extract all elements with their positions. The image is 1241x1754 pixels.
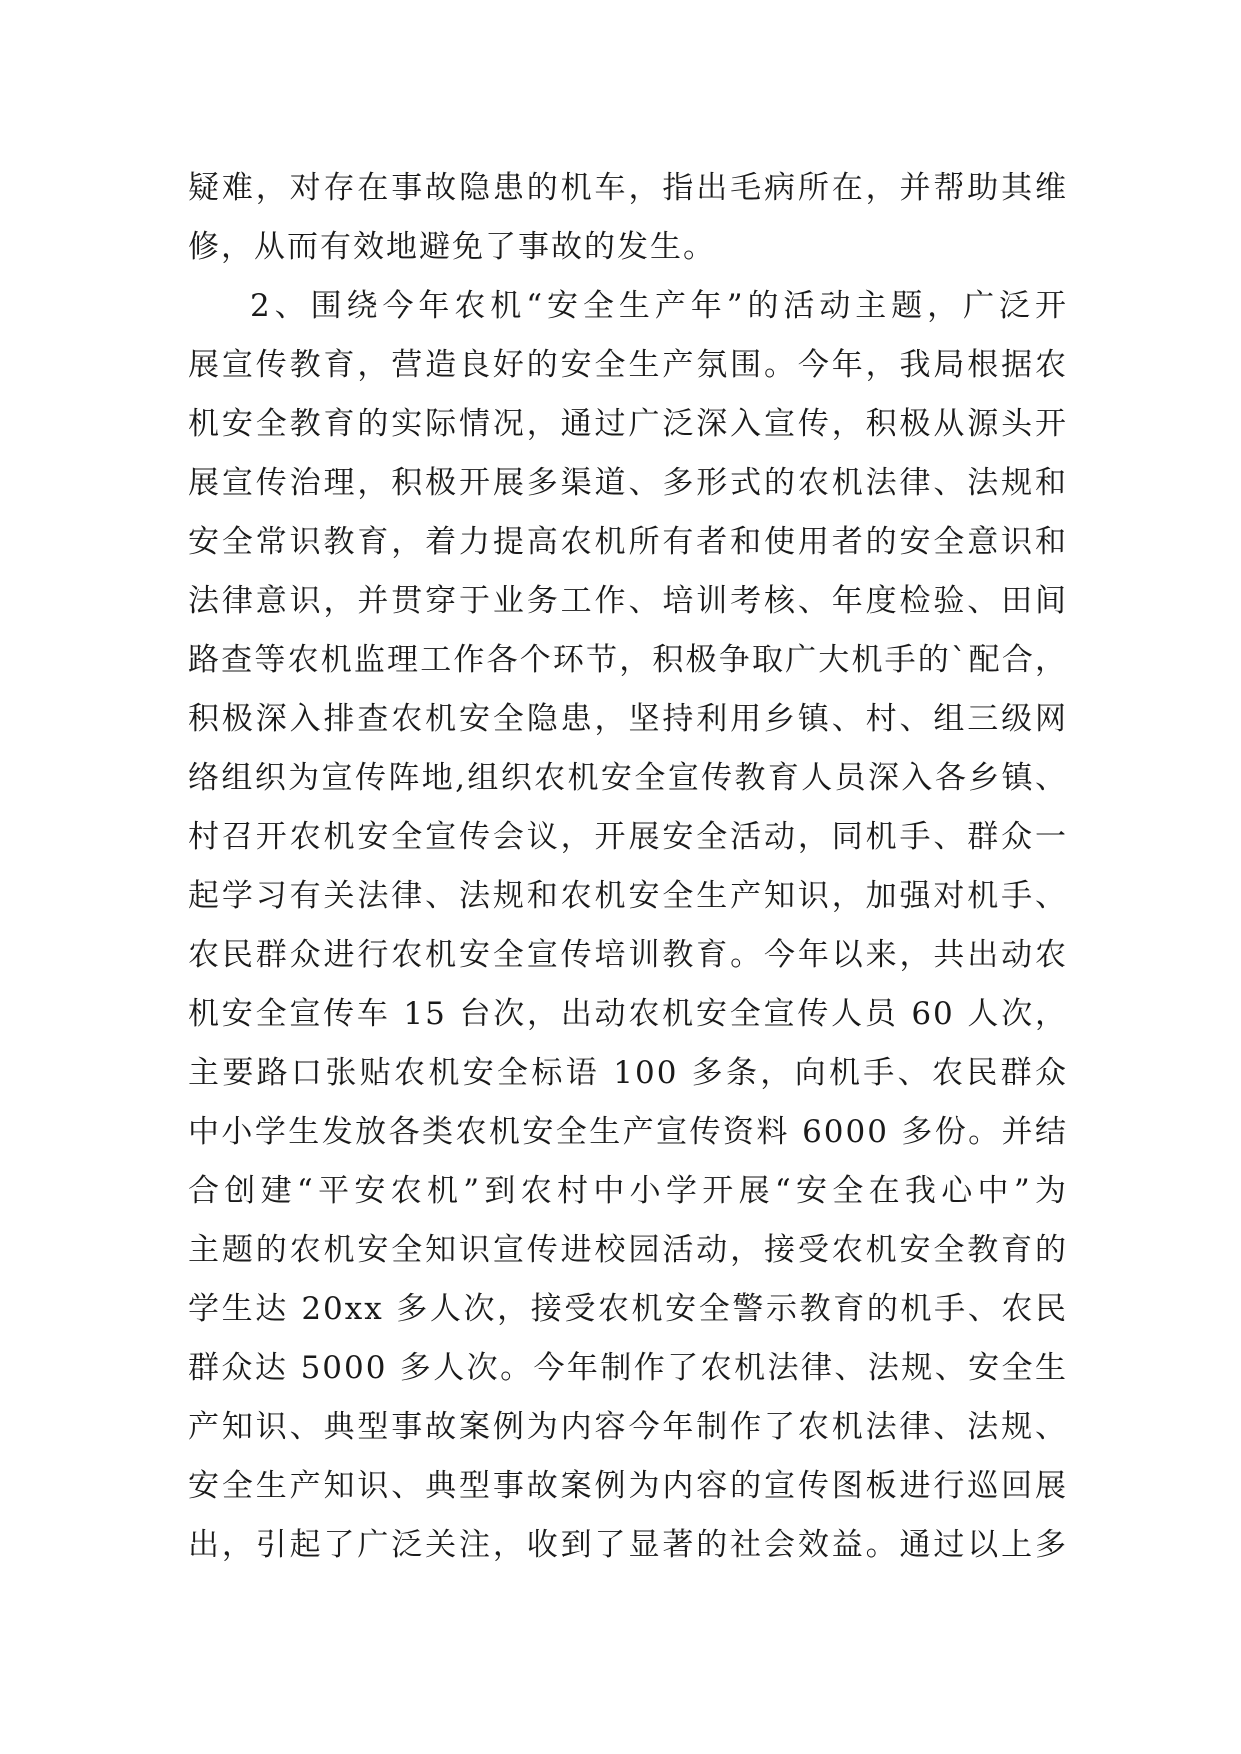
text-line: 合创建“平安农机”到农村中小学开展“安全在我心中”为: [188, 1173, 1068, 1209]
text-line: 学生达 20xx 多人次，接受农机安全警示教育的机手、农民: [188, 1291, 1068, 1327]
text-line: 主要路口张贴农机安全标语 100 多条，向机手、农民群众: [188, 1055, 1068, 1091]
text-line: 村召开农机安全宣传会议，开展安全活动，同机手、群众一: [188, 819, 1068, 855]
text-line: 修，从而有效地避免了事故的发生。: [188, 229, 716, 265]
text-line: 疑难，对存在事故隐患的机车，指出毛病所在，并帮助其维: [188, 170, 1068, 206]
text-line: 络组织为宣传阵地,组织农机安全宣传教育人员深入各乡镇、: [188, 760, 1068, 796]
text-line: 主题的农机安全知识宣传进校园活动，接受农机安全教育的: [188, 1232, 1068, 1268]
text-line: 路查等农机监理工作各个环节，积极争取广大机手的`配合，: [188, 642, 1068, 678]
text-line: 农民群众进行农机安全宣传培训教育。今年以来，共出动农: [188, 937, 1068, 973]
text-line: 展宣传治理，积极开展多渠道、多形式的农机法律、法规和: [188, 465, 1068, 501]
text-line: 产知识、典型事故案例为内容今年制作了农机法律、法规、: [188, 1409, 1068, 1445]
text-line: 积极深入排查农机安全隐患，坚持利用乡镇、村、组三级网: [188, 701, 1068, 737]
text-line: 群众达 5000 多人次。今年制作了农机法律、法规、安全生: [188, 1350, 1068, 1386]
text-line: 展宣传教育，营造良好的安全生产氛围。今年，我局根据农: [188, 347, 1068, 383]
text-line: 机安全教育的实际情况，通过广泛深入宣传，积极从源头开: [188, 406, 1068, 442]
text-line: 安全生产知识、典型事故案例为内容的宣传图板进行巡回展: [188, 1468, 1068, 1504]
text-line: 中小学生发放各类农机安全生产宣传资料 6000 多份。并结: [188, 1114, 1068, 1150]
body-text: [188, 159, 1068, 1575]
text-line: 法律意识，并贯穿于业务工作、培训考核、年度检验、田间: [188, 583, 1068, 619]
text-line: 安全常识教育，着力提高农机所有者和使用者的安全意识和: [188, 524, 1068, 560]
paragraph-start-line: 2、围绕今年农机“安全生产年”的活动主题，广泛开: [250, 288, 1068, 324]
text-line: 出，引起了广泛关注，收到了显著的社会效益。通过以上多: [188, 1527, 1068, 1563]
text-line: 机安全宣传车 15 台次，出动农机安全宣传人员 60 人次，: [188, 996, 1068, 1032]
text-line: 起学习有关法律、法规和农机安全生产知识，加强对机手、: [188, 878, 1068, 914]
